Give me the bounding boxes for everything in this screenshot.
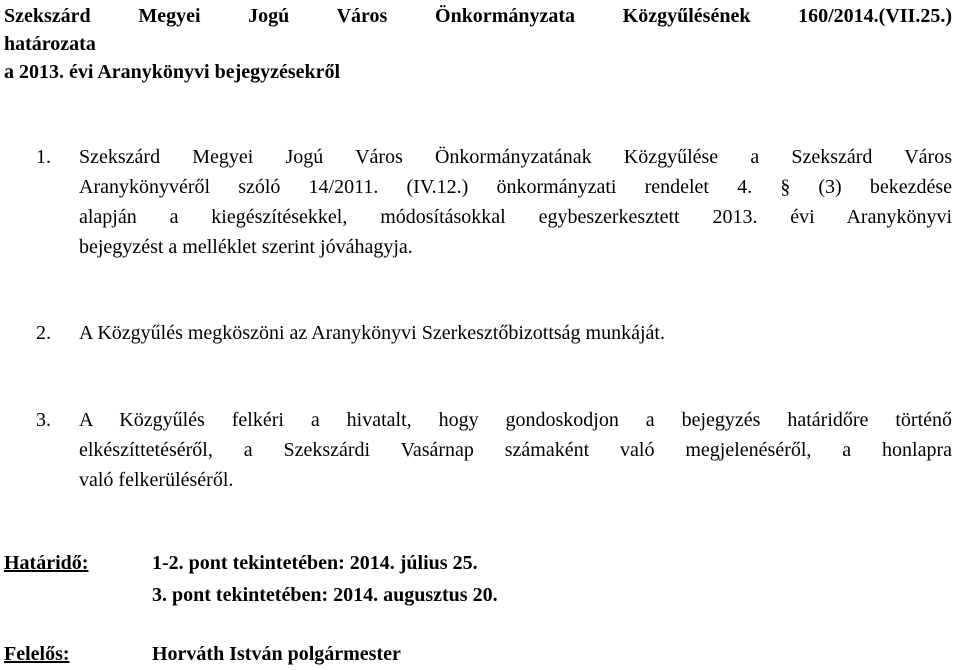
item-text [79,318,952,348]
resolution-title [4,2,952,86]
title-line-1: Szekszárd Megyei Jogú Város Önkormányzata Közgyűlésének 160/2014.(VII.25.) [4,5,952,27]
resolution-item-3 [36,405,952,495]
item-text-line: alapján a kiegészítésekkel, módosításokkal egybeszerkesztett 2013. évi Aranykönyvi [79,206,952,228]
responsible-label: Felelős: [4,643,70,665]
title-line-2: határozata [4,33,96,55]
item-text [79,405,952,495]
item-text-line: A Közgyűlés megköszöni az Aranykönyvi Szerkesztőbizottság munkáját. [79,322,665,344]
item-text-line: elkészíttetéséről, a Szekszárdi Vasárnap számaként való megjelenéséről, a honlapra [79,439,952,461]
responsible-value: Horváth István polgármester [152,643,401,665]
item-text-line: való felkerüléséről. [79,469,234,491]
deadline-value-2: 3. pont tekintetében: 2014. augusztus 20. [152,584,498,606]
deadline-block [4,549,904,609]
deadline-label: Határidő: [4,552,89,574]
item-text [79,142,952,262]
resolution-item-2 [36,318,952,348]
item-number: 2. [36,322,51,344]
item-text-line: A Közgyűlés felkéri a hivatalt, hogy gondoskodjon a bejegyzés határidőre történő [79,409,952,431]
item-text-line: bejegyzést a melléklet szerint jóváhagyja. [79,236,413,258]
title-line-3: a 2013. évi Aranykönyvi bejegyzésekről [4,61,341,83]
resolution-item-1 [36,142,952,262]
item-text-line: Aranykönyvéről szóló 14/2011. (IV.12.) önkormányzati rendelet 4. § (3) bekezdése [79,176,952,198]
item-number: 3. [36,409,51,431]
deadline-value-1: 1-2. pont tekintetében: 2014. július 25. [152,552,478,574]
responsible-block [4,640,904,668]
item-text-line: Szekszárd Megyei Jogú Város Önkormányzatának Közgyűlése a Szekszárd Város [79,146,952,168]
item-number: 1. [36,146,51,168]
